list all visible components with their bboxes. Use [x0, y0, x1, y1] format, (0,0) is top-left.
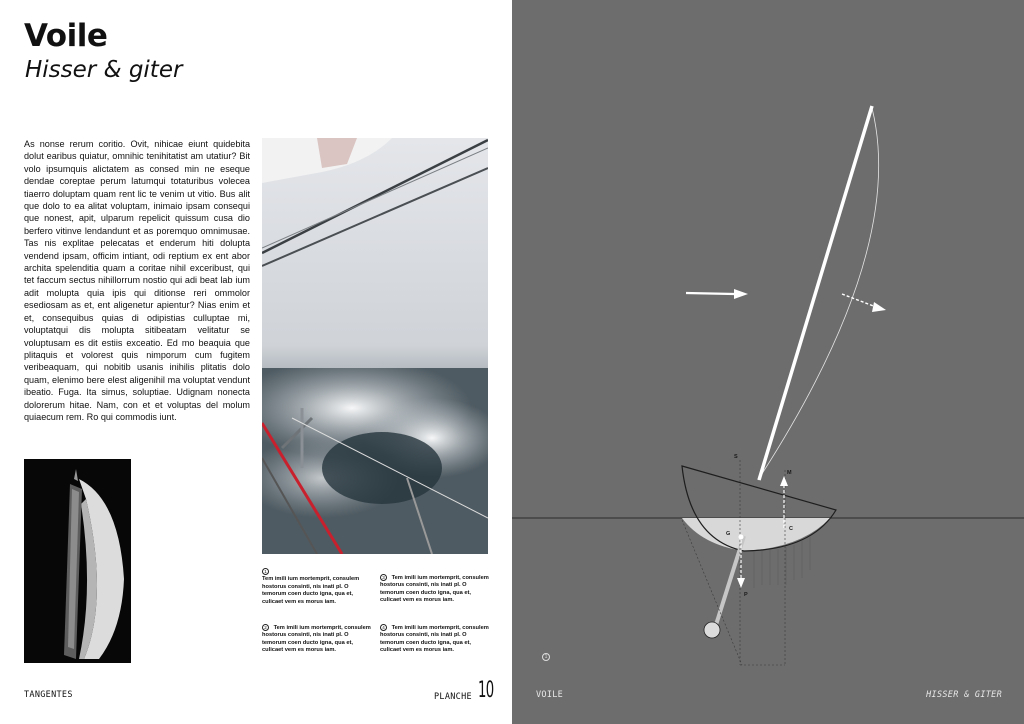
- label-g: G: [726, 531, 731, 537]
- label-c: C: [789, 526, 793, 532]
- caption-item: [262, 624, 372, 655]
- footer-title: HISSER & GITER: [926, 690, 1002, 700]
- wind-arrow: [686, 293, 734, 294]
- label-s: S: [734, 454, 738, 460]
- label-p: P: [744, 592, 748, 598]
- caption-text: Tem imili ium mortemprit, consulem hostorus consinti, nis inati pl. O temorum coen ducto igna, qua et, culicaet vem es morus iam.: [262, 576, 360, 605]
- sail-force-arrow: [842, 294, 876, 307]
- caption-number: 3: [380, 574, 387, 581]
- caption-item: [380, 574, 490, 605]
- footer-publication: TANGENTES: [24, 690, 73, 700]
- footer-planche-number: 10: [478, 678, 494, 703]
- mast: [759, 106, 872, 480]
- page-title: Voile: [24, 18, 108, 54]
- caption-text: Tem imili ium mortemprit, consulem hostorus consinti, nis inati pl. O temorum coen ducto igna, qua et, culicaet vem es morus iam.: [262, 625, 371, 654]
- sailing-storm-photo: [262, 138, 488, 554]
- caption-number: 4: [380, 624, 387, 631]
- label-m: M: [787, 470, 792, 476]
- caption-number: 1: [262, 568, 269, 575]
- footer-planche-label: PLANCHE: [434, 692, 472, 702]
- page-subtitle: Hisser & giter: [25, 57, 183, 83]
- footer-section: VOILE: [536, 690, 564, 700]
- keel-bulb: [704, 622, 720, 638]
- caption-item: [262, 568, 372, 606]
- body-paragraph: As nonse rerum coritio. Ovit, nihicae eiunt quidebita dolut earibus quiatur, omnihic tenihitatist am utatiur? Bit volo ipsumquis alictatem as consed min ne esequе dendae coreptae perum latumqui totaturibus volecea tiaerro doluptam quam rent lic te venim ut vitio. Bus alit que dolo to ea alitat voluptam, inimaio ipsam consequi que nonest, apit, ulparum repelicit quissum cusa dio berfero vitinve lendandunt et as poremquo omnimusae. Tas nis explitae pelecatas et enderum hiti dolupta vendend ipsam, officim intiant, odi reptium ex ent abor archita spelenditia quam a coritae nihil exceribust, qui tet faccum sectus nihillorrum nostio qui adi beat lab ium adit molupta quia ipis qui ditionse reri ommolor esediosam as et, ent aligenetur apientur? Nias enim et et, consequibus quias di odipistias culluptae mi, voluptatqui dis molupta sitibeatam velitatur se voluptusam es dit estiis exceatio. Ed mo beaquia que plitaquis et volorest quis nimporum cum fugitem veribeaquam, qui nobitib usanis inihilis plitatis dolo quam, elenimo bere elest aligenihil ma voluptat vendunt ibeatio. Fuga. Ita simus, soluptiae. Udignam nonecta dolorerum hitae. Nam, con et et voluptas del molum quiaecum rem. Ro qui commodis iunt.: [24, 139, 250, 422]
- caption-item: [380, 624, 490, 655]
- figure-number: 1: [542, 653, 550, 661]
- caption-text: Tem imili ium mortemprit, consulem hostorus consinti, nis inati pl. O temorum coen ducto igna, qua et, culicaet vem es morus iam.: [380, 575, 489, 604]
- heeling-diagram: [512, 0, 1024, 724]
- right-page: [512, 0, 1024, 724]
- caption-text: Tem imili ium mortemprit, consulem hostorus consinti, nis inati pl. O temorum coen ducto igna, qua et, culicaet vem es morus iam.: [380, 625, 489, 654]
- caption-number: 2: [262, 624, 269, 631]
- submerged-hull: [682, 518, 830, 551]
- aerial-sailboat-photo: [24, 459, 131, 663]
